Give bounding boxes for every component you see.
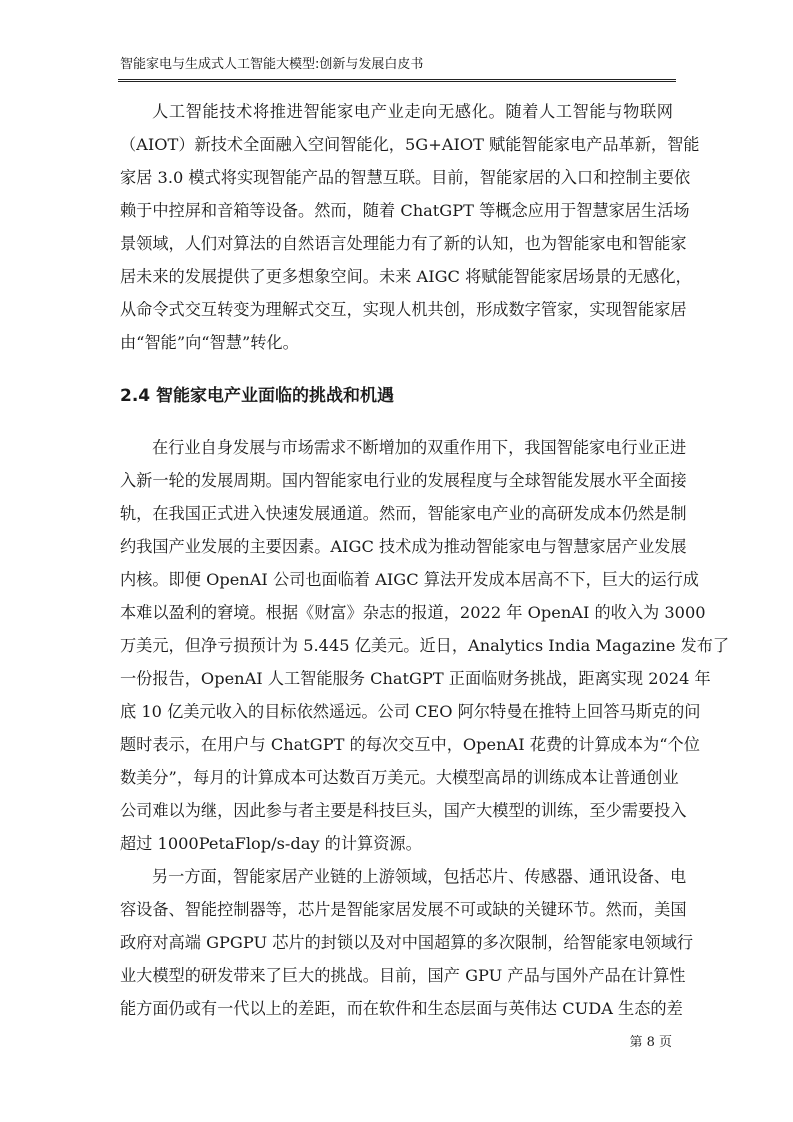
- paragraph-line: 万美元，但净亏损预计为 5.445 亿美元。近日，Analytics India Magazine 发布了: [120, 636, 730, 655]
- paragraph-line: 业大模型的研发带来了巨大的挑战。目前，国产 GPU 产品与国外产品在计算性: [120, 966, 686, 985]
- paragraph-line: 容设备、智能控制器等，芯片是智能家居发展不可或缺的关键环节。然而，美国: [120, 900, 687, 919]
- paragraph-line: 在行业自身发展与市场需求不断增加的双重作用下，我国智能家电行业正进: [152, 438, 687, 457]
- paragraph-line: 能方面仍或有一代以上的差距，而在软件和生态层面与英伟达 CUDA 生态的差: [120, 999, 683, 1018]
- paragraph-line: 一份报告，OpenAI 人工智能服务 ChatGPT 正面临财务挑战，距离实现 2024 年: [120, 669, 711, 688]
- paragraph-line: 景领域，人们对算法的自然语言处理能力有了新的认知，也为智能家电和智能家: [120, 234, 687, 253]
- paragraph-line: 从命令式交互转变为理解式交互，实现人机共创，形成数字管家，实现智能家居: [120, 300, 687, 319]
- header-rule: [118, 79, 676, 80]
- paragraph-line: 超过 1000PetaFlop/s-day 的计算资源。: [120, 834, 422, 853]
- section-heading: 2.4 智能家电产业面临的挑战和机遇: [120, 386, 395, 406]
- paragraph-line: 底 10 亿美元收入的目标依然遥远。公司 CEO 阿尔特曼在推特上回答马斯克的问: [120, 702, 701, 721]
- paragraph-line: 赖于中控屏和音箱等设备。然而，随着 ChatGPT 等概念应用于智慧家居生活场: [120, 201, 690, 220]
- header-rule-thin: [118, 81, 676, 82]
- paragraph-line: 轨，在我国正式进入快速发展通道。然而，智能家电产业的高研发成本仍然是制: [120, 504, 687, 523]
- paragraph-line: 数美分”，每月的计算成本可达数百万美元。大模型高昂的训练成本让普通创业: [120, 768, 679, 787]
- paragraph-line: 家居 3.0 模式将实现智能产品的智慧互联。目前，智能家居的入口和控制主要依: [120, 168, 691, 187]
- paragraph-line: 约我国产业发展的主要因素。AIGC 技术成为推动智能家电与智慧家居产业发展: [120, 537, 687, 556]
- paragraph-line: 公司难以为继，因此参与者主要是科技巨头，国产大模型的训练，至少需要投入: [120, 801, 687, 820]
- paragraph-line: 另一方面，智能家居产业链的上游领域，包括芯片、传感器、通讯设备、电: [152, 867, 687, 886]
- paragraph-line: 政府对高端 GPGPU 芯片的封锁以及对中国超算的多次限制，给智能家电领域行: [120, 933, 694, 952]
- paragraph-line: （AIOT）新技术全面融入空间智能化，5G+AIOT 赋能智能家电产品革新，智能: [120, 135, 700, 154]
- page-header-title: 智能家电与生成式人工智能大模型:创新与发展白皮书: [120, 57, 424, 72]
- paragraph-line: 本难以盈利的窘境。根据《财富》杂志的报道，2022 年 OpenAI 的收入为 3000: [120, 603, 706, 622]
- paragraph-line: 由“智能”向“智慧”转化。: [120, 333, 299, 352]
- page-number: 第 8 页: [629, 1035, 672, 1050]
- paragraph-line: 题时表示，在用户与 ChatGPT 的每次交互中，OpenAI 花费的计算成本为“个位: [120, 735, 700, 754]
- paragraph-line: 居未来的发展提供了更多想象空间。未来 AIGC 将赋能智能家居场景的无感化，: [120, 267, 692, 286]
- paragraph-line: 入新一轮的发展周期。国内智能家电行业的发展程度与全球智能发展水平全面接: [120, 471, 687, 490]
- paragraph-line: 内核。即便 OpenAI 公司也面临着 AIGC 算法开发成本居高不下，巨大的运行成: [120, 570, 699, 589]
- paragraph-line: 人工智能技术将推进智能家电产业走向无感化。随着人工智能与物联网: [152, 102, 673, 121]
